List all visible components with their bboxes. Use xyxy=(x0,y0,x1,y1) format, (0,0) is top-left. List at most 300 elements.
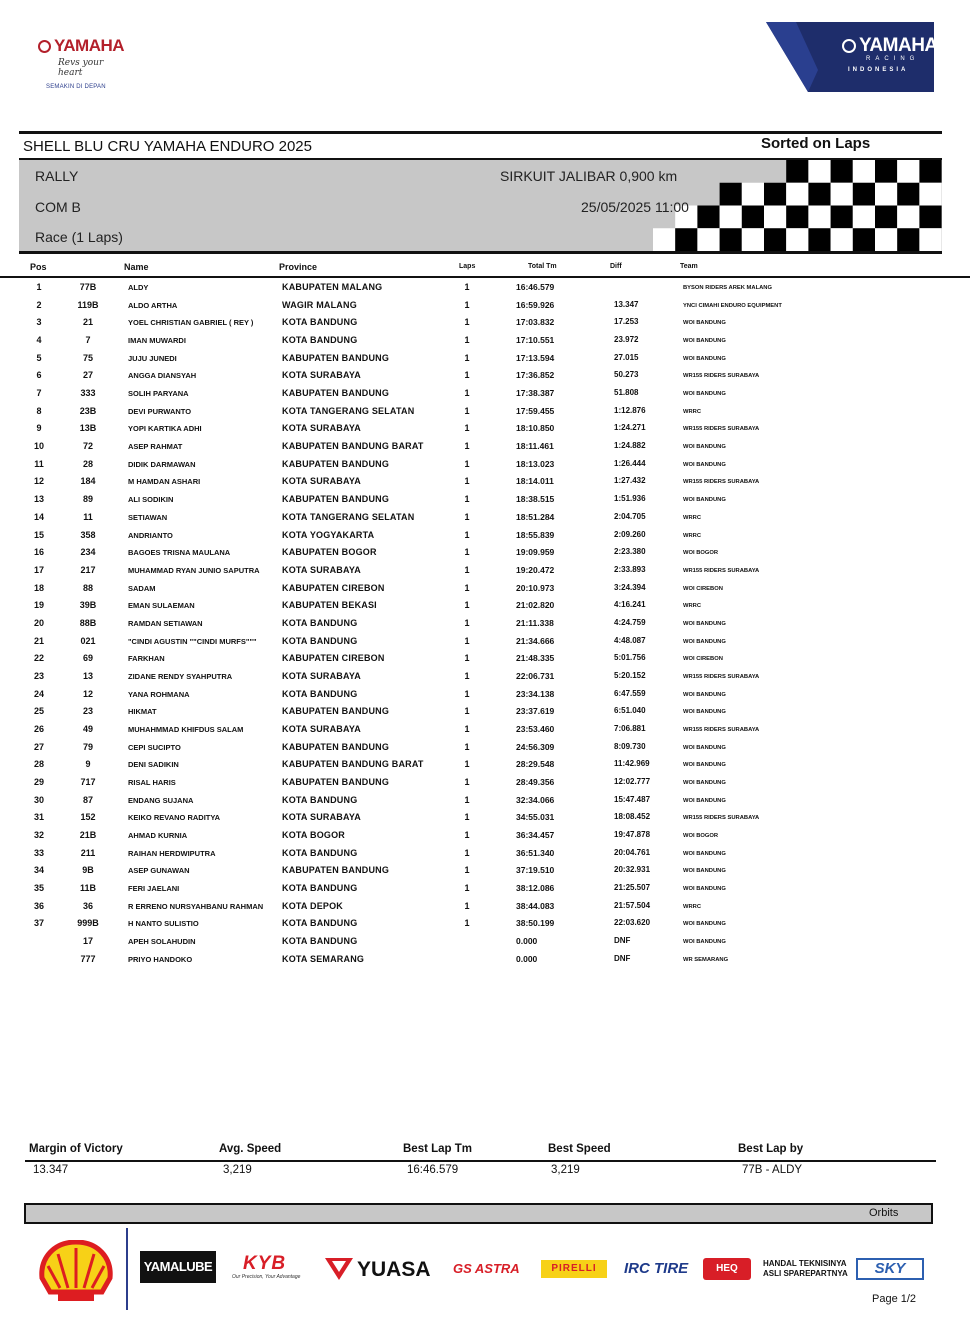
row-name: APEH SOLAHUDIN xyxy=(128,937,196,947)
flag-cell xyxy=(853,206,875,229)
row-diff: 4:48.087 xyxy=(614,635,646,645)
row-pos: 21 xyxy=(33,635,44,646)
row-team: WOI BANDUNG xyxy=(683,886,726,893)
row-province: KOTA BANDUNG xyxy=(282,635,358,646)
flag-cell xyxy=(720,183,742,206)
heq-logo: HEQ xyxy=(703,1258,751,1280)
row-total-time: 21:11.338 xyxy=(516,617,554,628)
row-team: WOI BANDUNG xyxy=(683,444,726,451)
row-province: KOTA BANDUNG xyxy=(282,883,358,894)
row-pos: 8 xyxy=(36,405,42,416)
row-number: 021 xyxy=(80,635,96,646)
row-province: KABUPATEN BOGOR xyxy=(282,547,377,558)
row-name: SETIAWAN xyxy=(128,512,168,522)
flag-cell xyxy=(764,228,786,251)
row-diff: 5:20.152 xyxy=(614,670,646,680)
category-label: RALLY xyxy=(35,168,79,184)
col-team: Team xyxy=(680,263,698,270)
row-province: KOTA BANDUNG xyxy=(282,936,358,947)
flag-cell xyxy=(831,206,853,229)
yuasa-logo: YUASA xyxy=(357,1258,431,1281)
row-pos: 33 xyxy=(33,847,44,858)
row-team: WR155 RIDERS SURABAYA xyxy=(683,815,760,822)
row-pos: 15 xyxy=(33,529,44,540)
pirelli-logo: PIRELLI xyxy=(541,1260,607,1278)
table-row xyxy=(0,563,970,581)
row-team: WR155 RIDERS SURABAYA xyxy=(683,479,760,486)
flag-cell xyxy=(764,183,786,206)
row-total-time: 19:20.472 xyxy=(516,564,555,575)
row-diff: 1:12.876 xyxy=(614,405,646,415)
row-team: WOI BOGOR xyxy=(683,833,719,840)
table-row xyxy=(0,863,970,881)
row-province: KABUPATEN BANDUNG xyxy=(282,352,390,363)
flag-cell xyxy=(720,206,742,229)
row-team: WOI BANDUNG xyxy=(683,391,726,398)
row-pos: 2 xyxy=(36,299,42,310)
best-speed-label: Best Speed xyxy=(548,1143,611,1155)
table-row xyxy=(0,810,970,828)
row-number: 211 xyxy=(80,847,96,858)
row-name: H NANTO SULISTIO xyxy=(128,919,199,929)
flag-cell xyxy=(675,160,697,183)
row-laps: 1 xyxy=(464,405,470,416)
row-total-time: 18:55.839 xyxy=(516,529,555,540)
row-total-time: 18:10.850 xyxy=(516,423,555,434)
row-diff: 4:16.241 xyxy=(614,600,646,610)
row-laps: 1 xyxy=(464,777,470,788)
row-name: DIDIK DARMAWAN xyxy=(128,459,196,469)
row-name: ASEP RAHMAT xyxy=(128,442,183,452)
row-team: WR155 RIDERS SURABAYA xyxy=(683,373,760,380)
row-name: ENDANG SUJANA xyxy=(128,795,194,805)
row-pos: 3 xyxy=(36,317,42,328)
row-province: KOTA TANGERANG SELATAN xyxy=(282,405,415,416)
row-diff: DNF xyxy=(614,953,631,963)
yuasa-emblem-icon xyxy=(325,1258,353,1280)
row-number: 75 xyxy=(82,352,93,363)
row-team: WRRC xyxy=(683,408,702,415)
table-row xyxy=(0,704,970,722)
table-row xyxy=(0,793,970,811)
row-number: 13B xyxy=(79,423,97,434)
row-laps: 1 xyxy=(464,635,470,646)
row-diff: 21:25.507 xyxy=(614,883,651,893)
flag-cell xyxy=(831,183,853,206)
table-row xyxy=(0,404,970,422)
row-number: 87 xyxy=(82,794,93,805)
row-laps: 1 xyxy=(464,617,470,628)
row-name: YANA ROHMANA xyxy=(128,689,190,699)
table-row xyxy=(0,598,970,616)
table-row xyxy=(0,828,970,846)
row-number: 11B xyxy=(79,883,96,894)
table-row xyxy=(0,545,970,563)
flag-cell xyxy=(808,206,830,229)
row-name: SADAM xyxy=(128,583,156,593)
flag-cell xyxy=(897,206,919,229)
row-pos: 24 xyxy=(33,688,44,699)
row-number: 11 xyxy=(83,511,93,522)
row-team: WOI BANDUNG xyxy=(683,939,726,946)
row-diff: DNF xyxy=(614,936,631,946)
flag-cell xyxy=(697,228,719,251)
row-number: 39B xyxy=(79,600,97,611)
row-name: FARKHAN xyxy=(128,654,165,664)
row-team: WOI BANDUNG xyxy=(683,744,726,751)
class-label: COM B xyxy=(35,199,81,215)
flag-cell xyxy=(875,183,897,206)
row-pos: 20 xyxy=(33,617,44,628)
row-diff: 1:26.444 xyxy=(614,458,646,468)
row-team: WOI BANDUNG xyxy=(683,320,726,327)
racing-label: RACING xyxy=(866,56,920,62)
flag-cell xyxy=(653,160,675,183)
row-team: WR155 RIDERS SURABAYA xyxy=(683,426,760,433)
row-diff: 21:57.504 xyxy=(614,900,651,910)
row-name: "CINDI AGUSTIN ""CINDI MURFS""" xyxy=(128,636,257,646)
row-team: WR SEMARANG xyxy=(683,956,729,963)
row-laps: 1 xyxy=(464,423,470,434)
row-province: KOTA TANGERANG SELATAN xyxy=(282,511,415,522)
flag-cell xyxy=(831,228,853,251)
row-total-time: 21:02.820 xyxy=(516,600,555,611)
row-number: 217 xyxy=(80,564,96,575)
row-name: ALI SODIKIN xyxy=(128,495,174,505)
row-diff: 4:24.759 xyxy=(614,617,646,627)
row-number: 717 xyxy=(80,777,96,788)
flag-cell xyxy=(875,228,897,251)
row-diff: 23.972 xyxy=(614,335,639,345)
row-laps: 1 xyxy=(464,476,470,487)
row-pos: 34 xyxy=(33,865,44,876)
row-name: AHMAD KURNIA xyxy=(128,831,188,841)
row-pos: 31 xyxy=(33,812,44,823)
page-number: Page 1/2 xyxy=(872,1293,917,1305)
table-row xyxy=(0,687,970,705)
kyb-logo: KYB xyxy=(243,1253,287,1274)
col-name: Name xyxy=(124,262,149,272)
flag-cell xyxy=(919,160,941,183)
results-table-header xyxy=(0,258,970,278)
event-title: SHELL BLU CRU YAMAHA ENDURO 2025 xyxy=(23,138,312,155)
row-province: KOTA BANDUNG xyxy=(282,918,358,929)
row-team: WOI BANDUNG xyxy=(683,762,726,769)
row-province: KOTA SURABAYA xyxy=(282,564,361,575)
row-province: KOTA BOGOR xyxy=(282,830,345,841)
table-row xyxy=(0,528,970,546)
row-diff: 1:24.882 xyxy=(614,441,646,451)
row-diff: 1:24.271 xyxy=(614,423,646,433)
row-name: SOLIH PARYANA xyxy=(128,389,189,399)
row-number: 23 xyxy=(82,706,93,717)
table-row xyxy=(0,669,970,687)
margin-value: 13.347 xyxy=(33,1164,69,1176)
row-total-time: 17:10.551 xyxy=(516,335,555,346)
row-name: FERI JAELANI xyxy=(128,884,180,894)
shell-logo-icon xyxy=(36,1240,116,1302)
row-province: KABUPATEN BANDUNG BARAT xyxy=(282,441,424,452)
row-name: RAMDAN SETIAWAN xyxy=(128,618,203,628)
flag-cell xyxy=(742,206,764,229)
row-total-time: 22:06.731 xyxy=(516,670,555,681)
row-laps: 1 xyxy=(464,865,470,876)
row-laps: 1 xyxy=(464,282,470,292)
row-diff: 15:47.487 xyxy=(614,794,651,804)
row-team: WOI CIREBON xyxy=(683,656,723,663)
row-pos: 12 xyxy=(33,476,44,487)
sponsor-divider xyxy=(126,1228,128,1310)
row-number: 184 xyxy=(80,476,96,487)
row-laps: 1 xyxy=(464,759,470,770)
row-name: ALDO ARTHA xyxy=(128,300,178,310)
flag-cell xyxy=(919,206,941,229)
row-number: 69 xyxy=(82,653,93,664)
flag-cell xyxy=(808,228,830,251)
flag-cell xyxy=(853,228,875,251)
row-laps: 1 xyxy=(464,724,470,734)
flag-cell xyxy=(853,183,875,206)
row-province: KABUPATEN CIREBON xyxy=(282,582,385,593)
flag-cell xyxy=(786,183,808,206)
kyb-tagline: Our Precision, Your Advantage xyxy=(232,1274,301,1280)
row-province: KABUPATEN BANDUNG xyxy=(282,865,390,876)
row-number: 12 xyxy=(82,688,93,699)
row-pos: 25 xyxy=(33,706,44,717)
row-pos: 1 xyxy=(36,282,42,292)
row-team: WOI BANDUNG xyxy=(683,797,726,804)
row-laps: 1 xyxy=(464,812,470,823)
table-row xyxy=(0,634,970,652)
flag-cell xyxy=(875,160,897,183)
row-pos: 16 xyxy=(33,547,44,558)
flag-cell xyxy=(919,228,941,251)
row-province: KOTA BANDUNG xyxy=(282,688,358,699)
row-laps: 1 xyxy=(464,883,470,894)
table-row xyxy=(0,510,970,528)
row-total-time: 34:55.031 xyxy=(516,812,555,823)
row-diff: 13.347 xyxy=(614,299,639,309)
row-province: KOTA BANDUNG xyxy=(282,794,358,805)
asli-sparepartnya-logo: ASLI SPAREPARTNYA xyxy=(763,1269,848,1278)
row-number: 9 xyxy=(85,759,91,770)
row-number: 49 xyxy=(82,724,93,734)
yamaha-wordmark: YAMAHA xyxy=(54,36,125,55)
row-total-time: 0.000 xyxy=(516,936,538,947)
table-row xyxy=(0,775,970,793)
table-row xyxy=(0,368,970,386)
row-number: 17 xyxy=(82,936,93,947)
row-pos: 7 xyxy=(36,388,42,399)
row-diff: 6:51.040 xyxy=(614,706,646,716)
row-total-time: 17:03.832 xyxy=(516,317,555,328)
row-name: CEPI SUCIPTO xyxy=(128,742,181,752)
margin-label: Margin of Victory xyxy=(29,1143,123,1155)
table-row xyxy=(0,757,970,775)
row-team: WOI BANDUNG xyxy=(683,850,726,857)
flag-cell xyxy=(786,228,808,251)
row-team: WOI BANDUNG xyxy=(683,780,726,787)
sort-label: Sorted on Laps xyxy=(761,135,871,152)
row-pos: 19 xyxy=(33,600,44,611)
row-number: 28 xyxy=(82,458,93,469)
row-number: 36 xyxy=(82,900,93,911)
sky-logo: SKY xyxy=(856,1258,924,1280)
row-number: 27 xyxy=(82,370,93,381)
row-number: 77B xyxy=(79,282,97,292)
yamaha-logo-left xyxy=(38,36,128,90)
table-row xyxy=(0,298,970,316)
row-province: KOTA YOGYAKARTA xyxy=(282,529,375,540)
best-lap-by-label: Best Lap by xyxy=(738,1143,804,1155)
row-laps: 1 xyxy=(464,458,470,469)
row-pos: 9 xyxy=(36,423,42,434)
yamaha-emblem-icon xyxy=(842,39,856,53)
row-laps: 1 xyxy=(464,670,470,681)
table-row xyxy=(0,616,970,634)
row-name: MUHAMMAD RYAN JUNIO SAPUTRA xyxy=(128,565,260,575)
row-name: RAIHAN HERDWIPUTRA xyxy=(128,848,216,858)
table-row xyxy=(0,280,970,298)
row-team: WOI BANDUNG xyxy=(683,638,726,645)
row-laps: 1 xyxy=(464,918,470,929)
table-row xyxy=(0,439,970,457)
row-laps: 1 xyxy=(464,335,470,346)
row-pos: 37 xyxy=(33,918,44,929)
row-province: KABUPATEN BANDUNG BARAT xyxy=(282,759,424,770)
row-team: WOI BANDUNG xyxy=(683,868,726,875)
row-number: 999B xyxy=(77,918,99,929)
row-team: WOI BANDUNG xyxy=(683,497,726,504)
row-team: WRRC xyxy=(683,532,702,539)
row-diff: 20:04.761 xyxy=(614,847,651,857)
row-team: WR155 RIDERS SURABAYA xyxy=(683,567,760,574)
row-total-time: 0.000 xyxy=(516,953,538,964)
row-total-time: 18:11.461 xyxy=(516,441,554,452)
row-number: 21 xyxy=(82,317,93,328)
table-row xyxy=(0,740,970,758)
table-row xyxy=(0,581,970,599)
best-lap-tm-value: 16:46.579 xyxy=(407,1164,459,1176)
row-name: ZIDANE RENDY SYAHPUTRA xyxy=(128,671,233,681)
row-diff: 7:06.881 xyxy=(614,724,646,733)
row-diff: 12:02.777 xyxy=(614,777,651,787)
row-name: PRIYO HANDOKO xyxy=(128,954,193,964)
row-total-time: 23:53.460 xyxy=(516,724,555,734)
col-diff: Diff xyxy=(610,263,622,270)
row-diff: 27.015 xyxy=(614,352,639,362)
row-name: ANGGA DIANSYAH xyxy=(128,371,197,381)
row-province: KOTA SURABAYA xyxy=(282,670,361,681)
row-team: WRRC xyxy=(683,514,702,521)
row-name: DEVI PURWANTO xyxy=(128,406,192,416)
row-pos: 26 xyxy=(33,724,44,734)
col-laps: Laps xyxy=(459,263,476,270)
row-number: 72 xyxy=(82,441,93,452)
row-name: MUHAHMMAD KHIFDUS SALAM xyxy=(128,725,244,734)
stats-rule xyxy=(25,1160,936,1162)
flag-cell xyxy=(742,228,764,251)
row-number: 23B xyxy=(79,405,97,416)
row-team: WR155 RIDERS SURABAYA xyxy=(683,673,760,680)
row-province: KABUPATEN BANDUNG xyxy=(282,458,390,469)
flag-cell xyxy=(653,228,675,251)
flag-cell xyxy=(786,160,808,183)
row-number: 333 xyxy=(80,388,96,399)
row-total-time: 17:59.455 xyxy=(516,405,555,416)
circuit-label: SIRKUIT JALIBAR 0,900 km xyxy=(500,168,678,184)
row-number: 21B xyxy=(79,830,97,841)
row-name: EMAN SULAEMAN xyxy=(128,601,195,611)
row-name: RISAL HARIS xyxy=(128,778,176,788)
yamaha-racing-wordmark: YAMAHA xyxy=(859,35,938,56)
row-total-time: 16:59.926 xyxy=(516,299,555,310)
best-lap-tm-label: Best Lap Tm xyxy=(403,1143,473,1155)
row-number: 234 xyxy=(80,547,96,558)
flag-cell xyxy=(875,206,897,229)
row-number: 88 xyxy=(82,582,93,593)
row-pos: 6 xyxy=(36,370,42,381)
row-province: WAGIR MALANG xyxy=(282,299,357,310)
row-total-time: 19:09.959 xyxy=(516,547,555,558)
row-diff: 8:09.730 xyxy=(614,741,646,751)
row-province: KOTA SURABAYA xyxy=(282,370,361,381)
row-pos: 28 xyxy=(33,759,44,770)
row-laps: 1 xyxy=(464,388,470,399)
row-name: BAGOES TRISNA MAULANA xyxy=(128,548,231,558)
row-total-time: 38:12.086 xyxy=(516,883,555,894)
row-laps: 1 xyxy=(464,370,470,381)
row-total-time: 21:48.335 xyxy=(516,653,555,664)
timing-system-bar xyxy=(24,1203,933,1224)
handal-teknisinya-logo: HANDAL TEKNISINYA xyxy=(763,1259,847,1268)
row-province: KABUPATEN BANDUNG xyxy=(282,706,390,717)
row-number: 358 xyxy=(80,529,96,540)
row-province: KABUPATEN BANDUNG xyxy=(282,741,390,752)
row-total-time: 17:13.594 xyxy=(516,352,555,363)
flag-cell xyxy=(853,160,875,183)
row-laps: 1 xyxy=(464,900,470,911)
row-pos: 29 xyxy=(33,777,44,788)
flag-cell xyxy=(742,160,764,183)
flag-cell xyxy=(808,183,830,206)
row-pos: 30 xyxy=(33,794,44,805)
col-province: Province xyxy=(279,262,318,272)
row-province: KABUPATEN BEKASI xyxy=(282,600,377,611)
irc-tire-logo: IRC TIRE xyxy=(624,1260,689,1277)
row-name: IMAN MUWARDI xyxy=(128,336,186,346)
row-diff: 51.808 xyxy=(614,388,639,398)
row-province: KOTA BANDUNG xyxy=(282,317,358,328)
row-team: WRRC xyxy=(683,603,702,610)
yamaha-racing-indonesia-logo xyxy=(766,22,938,92)
row-pos: 22 xyxy=(33,653,44,664)
row-team: BYSON RIDERS AREK MALANG xyxy=(683,285,772,291)
row-diff: 2:33.893 xyxy=(614,564,646,574)
row-total-time: 20:10.973 xyxy=(516,582,555,593)
row-laps: 1 xyxy=(464,706,470,717)
row-total-time: 18:51.284 xyxy=(516,511,555,522)
row-team: WOI BANDUNG xyxy=(683,921,726,928)
row-laps: 1 xyxy=(464,529,470,540)
row-total-time: 16:46.579 xyxy=(516,282,555,292)
row-team: WR155 RIDERS SURABAYA xyxy=(683,727,760,733)
flag-cell xyxy=(786,206,808,229)
col-total: Total Tm xyxy=(528,263,557,270)
row-laps: 1 xyxy=(464,299,470,310)
row-pos: 35 xyxy=(33,883,44,894)
row-total-time: 17:38.387 xyxy=(516,388,555,399)
